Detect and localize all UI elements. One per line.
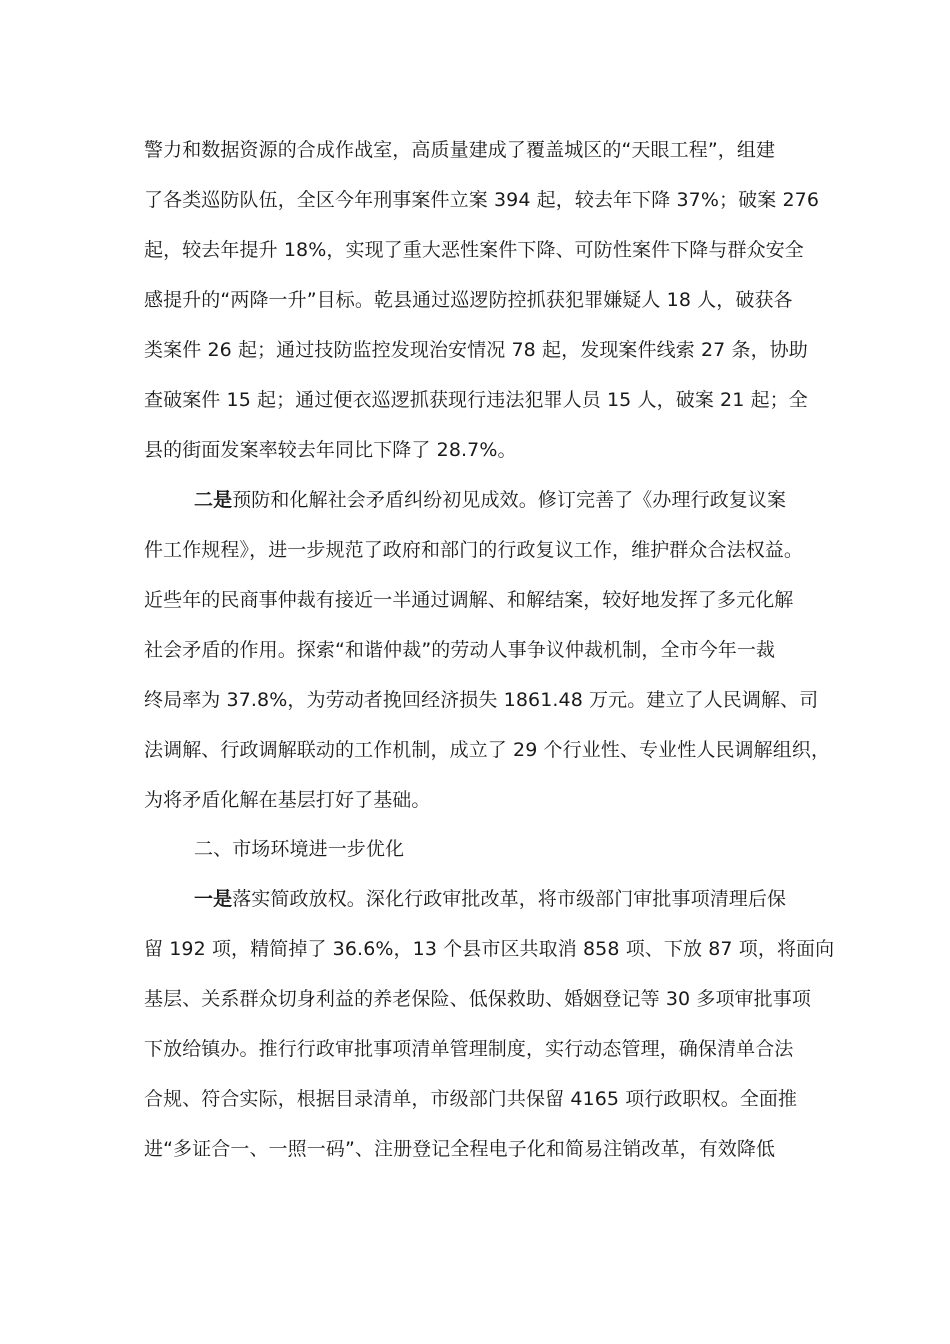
text-line: 社会矛盾的作用。探索“和谐仲裁”的劳动人事争议仲裁机制，全市今年一裁 (144, 639, 776, 661)
text-line: 进“多证合一、一照一码”、注册登记全程电子化和简易注销改革，有效降低 (144, 1138, 776, 1160)
text-line: 类案件 26 起；通过技防监控发现治安情况 78 起，发现案件线索 27 条，协助 (144, 339, 808, 361)
text-line: 合规、符合实际，根据目录清单，市级部门共保留 4165 项行政职权。全面推 (144, 1088, 798, 1110)
text-line: 警力和数据资源的合成作战室，高质量建成了覆盖城区的“天眼工程”，组建 (144, 139, 776, 161)
text-line: 近些年的民商事仲裁有接近一半通过调解、和解结案，较好地发挥了多元化解 (144, 589, 794, 611)
text-line (194, 886, 786, 912)
text-line: 起，较去年提升 18%，实现了重大恶性案件下降、可防性案件下降与群众安全 (144, 239, 804, 261)
text-line: 了各类巡防队伍，全区今年刑事案件立案 394 起，较去年下降 37%；破案 276 (144, 189, 820, 211)
text-line: 留 192 项，精简掉了 36.6%，13 个县市区共取消 858 项、下放 87 项，将面向 (144, 938, 835, 960)
text-line (194, 487, 786, 513)
text-line: 县的街面发案率较去年同比下降了 28.7%。 (144, 439, 517, 461)
text-line: 终局率为 37.8%，为劳动者挽回经济损失 1861.48 万元。建立了人民调解、司 (144, 689, 819, 711)
text-line: 为将矛盾化解在基层打好了基础。 (144, 789, 431, 811)
text-span: 预防和化解社会矛盾纠纷初见成效。修订完善了《办理行政复议案 (232, 489, 787, 511)
text-line: 法调解、行政调解联动的工作机制，成立了 29 个行业性、专业性人民调解组织， (144, 739, 831, 761)
text-line: 查破案件 15 起；通过便衣巡逻抓获现行违法犯罪人员 15 人，破案 21 起；全 (144, 389, 808, 411)
text-line: 基层、关系群众切身利益的养老保险、低保救助、婚姻登记等 30 多项审批事项 (144, 988, 811, 1010)
paragraph-lead: 一是 (194, 888, 233, 910)
paragraph-lead: 二是 (194, 489, 233, 511)
text-line: 下放给镇办。推行行政审批事项清单管理制度，实行动态管理，确保清单合法 (144, 1038, 794, 1060)
text-line: 件工作规程》，进一步规范了政府和部门的行政复议工作，维护群众合法权益。 (144, 539, 804, 561)
text-line: 感提升的“两降一升”目标。乾县通过巡逻防控抓获犯罪嫌疑人 18 人，破获各 (144, 289, 793, 311)
text-span: 落实简政放权。深化行政审批改革，将市级部门审批事项清理后保 (232, 888, 787, 910)
section-heading: 二、市场环境进一步优化 (194, 838, 405, 860)
